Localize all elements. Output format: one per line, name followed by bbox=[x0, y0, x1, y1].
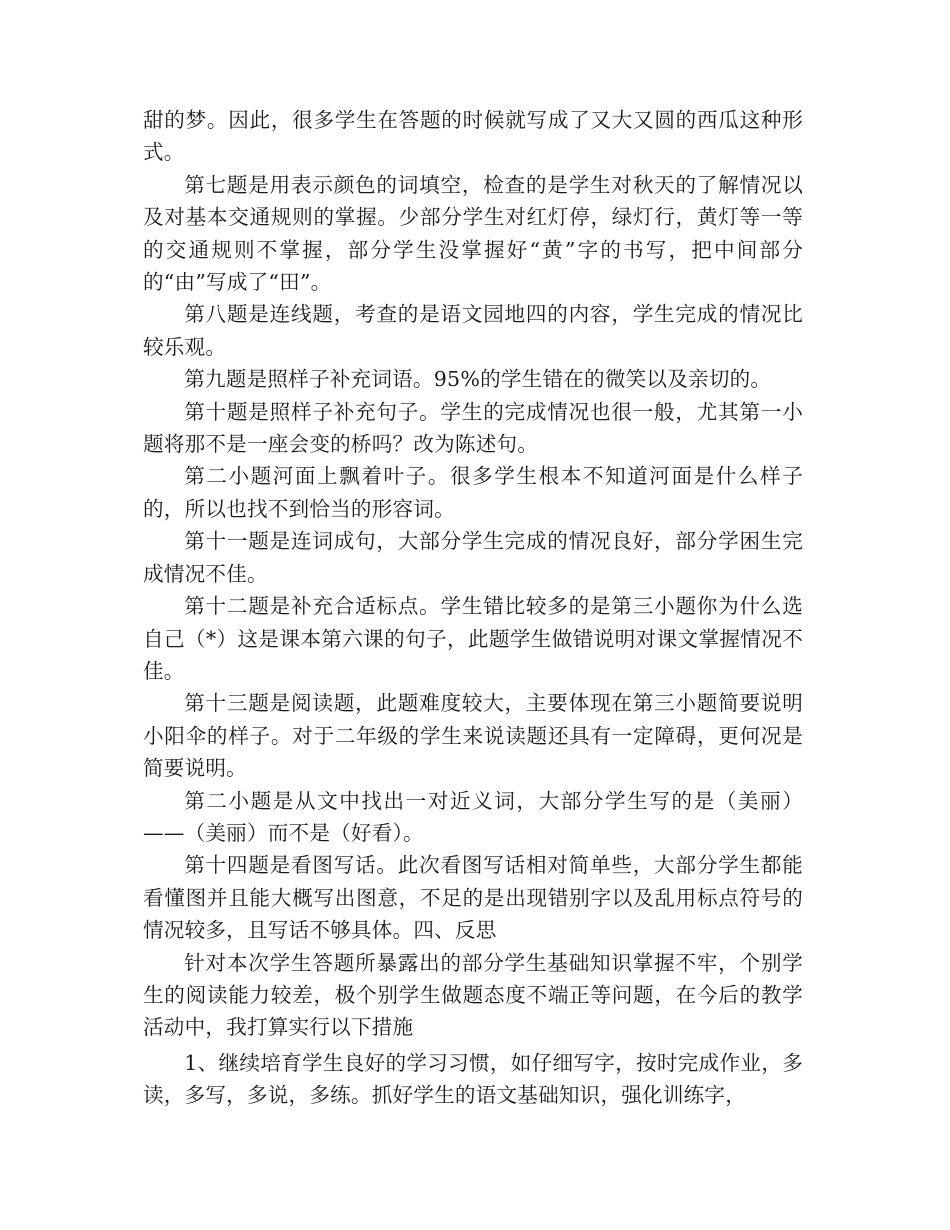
paragraph-12: 针对本次学生答题所暴露出的部分学生基础知识掌握不牢，个别学生的阅读能力较差，极个别学生做题态度不端正等问题，在今后的教学活动中，我打算实行以下措施 bbox=[143, 950, 803, 1040]
paragraph-1: 甜的梦。因此，很多学生在答题的时候就写成了又大又圆的西瓜这种形式。 bbox=[143, 108, 803, 165]
paragraph-8: 第十二题是补充合适标点。学生错比较多的是第三小题你为什么选自己（*）这是课本第六课的句子，此题学生做错说明对课文掌握情况不佳。 bbox=[143, 594, 803, 683]
paragraph-2: 第七题是用表示颜色的词填空，检查的是学生对秋天的了解情况以及对基本交通规则的掌握。少部分学生对红灯停，绿灯行，黄灯等一等的交通规则不掌握，部分学生没掌握好“黄”字的书写，把中间部分的“由”写成了“田”。 bbox=[143, 172, 803, 295]
paragraph-10: 第二小题是从文中找出一对近义词，大部分学生写的是（美丽）——（美丽）而不是（好看）。 bbox=[143, 788, 803, 845]
paragraph-6: 第二小题河面上飘着叶子。很多学生根本不知道河面是什么样子的，所以也找不到恰当的形容词。 bbox=[143, 464, 803, 521]
paragraph-9: 第十三题是阅读题，此题难度较大，主要体现在第三小题简要说明小阳伞的样子。对于二年级的学生来说读题还具有一定障碍，更何况是简要说明。 bbox=[143, 691, 803, 781]
paragraph-11: 第十四题是看图写话。此次看图写话相对简单些，大部分学生都能看懂图并且能大概写出图意，不足的是出现错别字以及乱用标点符号的情况较多，且写话不够具体。四、反思 bbox=[143, 853, 803, 943]
document-body bbox=[143, 104, 803, 1112]
paragraph-5: 第十题是照样子补充句子。学生的完成情况也很一般，尤其第一小题将那不是一座会变的桥吗？改为陈述句。 bbox=[143, 399, 803, 457]
paragraph-4: 第九题是照样子补充词语。95%的学生错在的微笑以及亲切的。 bbox=[184, 367, 772, 392]
paragraph-13: 1、继续培育学生良好的学习习惯，如仔细写字，按时完成作业，多读，多写，多说，多练。抓好学生的语文基础知识，强化训练字， bbox=[143, 1050, 803, 1108]
paragraph-3: 第八题是连线题，考查的是语文园地四的内容，学生完成的情况比较乐观。 bbox=[143, 302, 803, 359]
paragraph-7: 第十一题是连词成句，大部分学生完成的情况良好，部分学困生完成情况不佳。 bbox=[143, 529, 803, 586]
